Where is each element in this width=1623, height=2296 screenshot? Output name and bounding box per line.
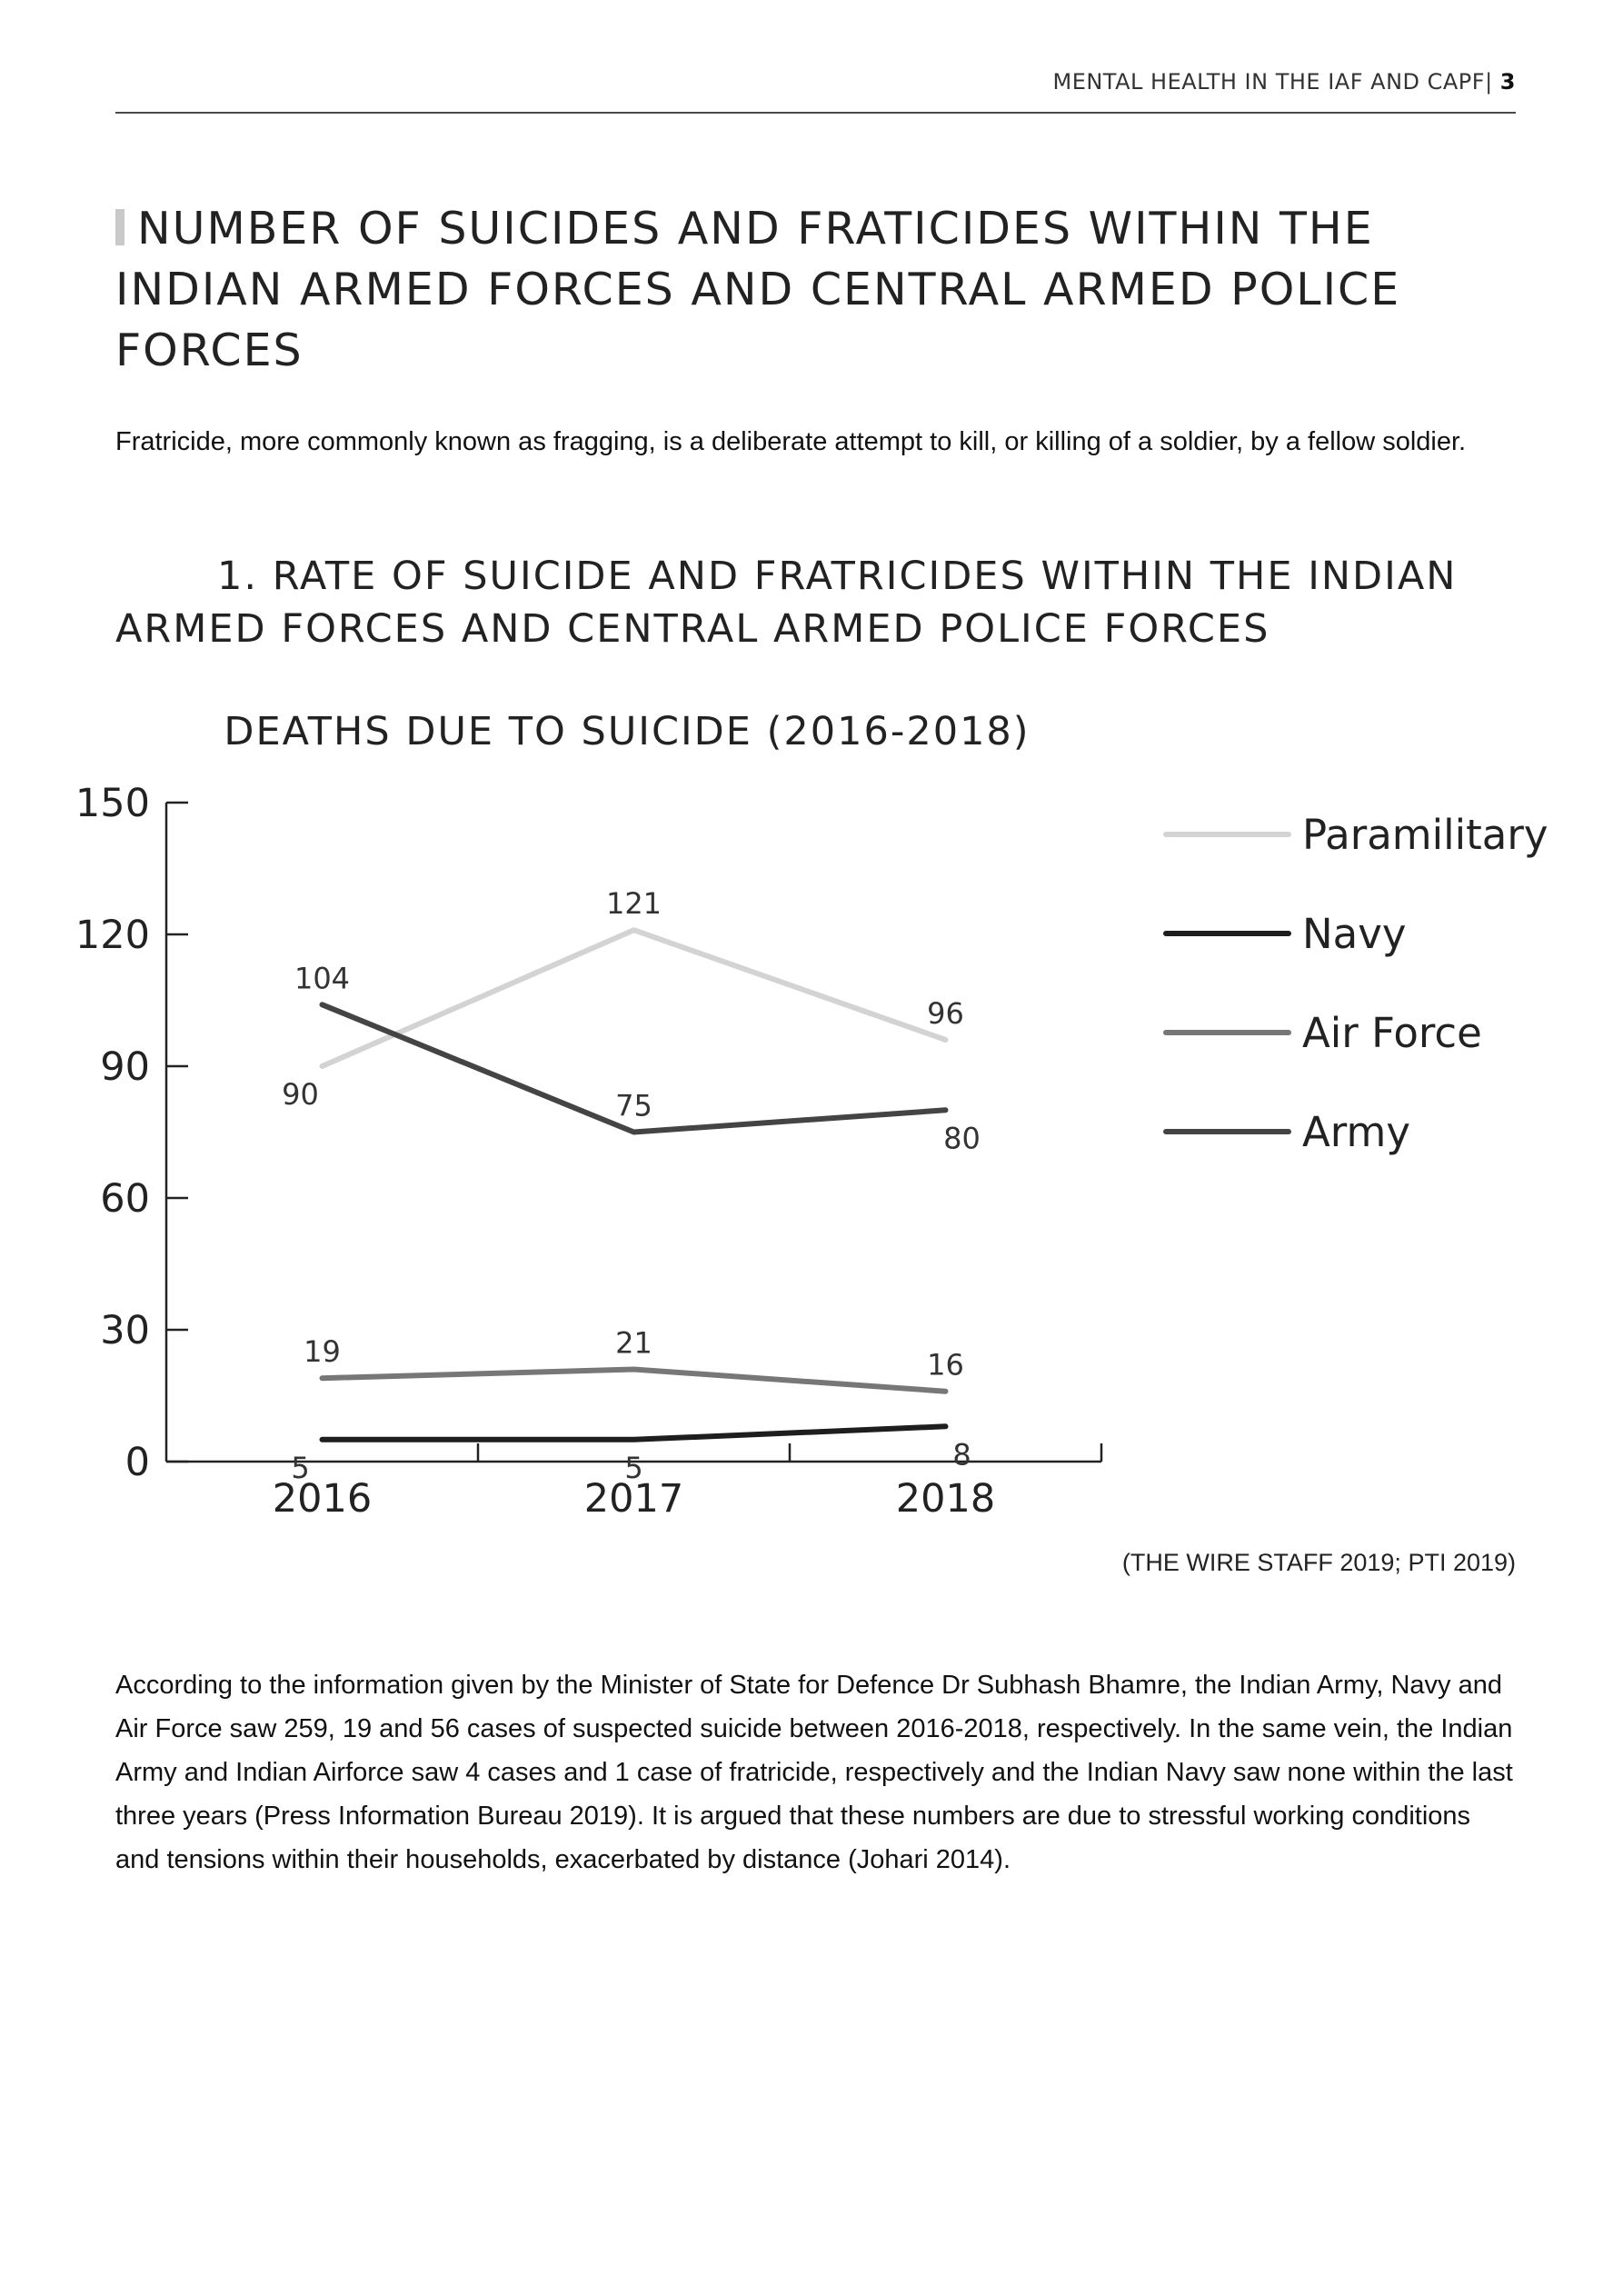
data-point-air-force-2016 bbox=[320, 1376, 324, 1381]
x-tick-label-2017: 2017 bbox=[583, 1476, 684, 1522]
data-point-paramilitary-2016 bbox=[320, 1064, 324, 1069]
legend-label-navy: Navy bbox=[1302, 910, 1407, 958]
y-tick-label-60: 60 bbox=[100, 1176, 150, 1222]
y-tick-label-120: 120 bbox=[75, 913, 150, 958]
data-point-navy-2016 bbox=[320, 1437, 324, 1442]
data-label-paramilitary-2018: 96 bbox=[927, 996, 964, 1031]
legend-label-paramilitary: Paramilitary bbox=[1302, 811, 1548, 859]
data-point-paramilitary-2017 bbox=[632, 928, 636, 933]
data-label-navy-2018: 8 bbox=[952, 1437, 971, 1472]
data-point-navy-2017 bbox=[632, 1437, 636, 1442]
data-point-army-2016 bbox=[320, 1003, 324, 1007]
series-line-air-force bbox=[323, 1370, 946, 1392]
data-label-paramilitary-2016: 90 bbox=[282, 1077, 319, 1112]
subheading: 1. RATE OF SUICIDE AND FRATRICIDES WITHIN THE INDIAN ARMED FORCES AND CENTRAL ARMED POLICE FORCES bbox=[115, 554, 1458, 652]
data-label-army-2017: 75 bbox=[615, 1088, 652, 1123]
x-tick-label-2018: 2018 bbox=[895, 1476, 996, 1522]
data-label-army-2016: 104 bbox=[294, 961, 351, 996]
y-tick-label-150: 150 bbox=[75, 781, 150, 826]
data-label-navy-2016: 5 bbox=[291, 1450, 310, 1485]
data-point-army-2017 bbox=[632, 1130, 636, 1134]
body-paragraph: According to the information given by the Minister of State for Defence Dr Subhash Bhamre, the Indian Army, Navy and Air Force saw 259, 19 and 56 cases of suspected suicide between 2016-2018, respectively. In the same vein, the Indian Army and Indian Airforce saw 4 cases and 1 case of fratricide, respectively and the Indian Navy saw none within the last three years (Press Information Bureau 2019). It is argued that these numbers are due to stressful working conditions and tensions within their households, exacerbated by distance (Johari 2014). bbox=[115, 1671, 1513, 1874]
y-tick-label-90: 90 bbox=[100, 1044, 150, 1090]
page-number: 3 bbox=[1499, 69, 1516, 95]
data-point-air-force-2018 bbox=[943, 1389, 948, 1393]
data-label-paramilitary-2017: 121 bbox=[605, 886, 662, 922]
running-title: MENTAL HEALTH IN THE IAF AND CAPF bbox=[1052, 69, 1486, 95]
y-tick-label-30: 30 bbox=[100, 1308, 150, 1353]
running-header: MENTAL HEALTH IN THE IAF AND CAPF| 3 bbox=[1052, 69, 1516, 95]
chart-title: DEATHS DUE TO SUICIDE (2016-2018) bbox=[224, 709, 1031, 754]
data-label-navy-2017: 5 bbox=[624, 1450, 643, 1485]
data-point-navy-2018 bbox=[943, 1424, 948, 1429]
y-tick-label-0: 0 bbox=[124, 1440, 150, 1485]
data-label-air-force-2018: 16 bbox=[927, 1347, 964, 1383]
intro-paragraph: Fratricide, more commonly known as fragging, is a deliberate attempt to kill, or killing of a soldier, by a fellow soldier. bbox=[115, 427, 1467, 456]
data-label-army-2018: 80 bbox=[943, 1121, 981, 1156]
data-point-army-2018 bbox=[943, 1108, 948, 1113]
x-tick-label-2016: 2016 bbox=[272, 1476, 373, 1522]
data-label-air-force-2016: 19 bbox=[304, 1334, 341, 1370]
data-label-air-force-2017: 21 bbox=[615, 1325, 652, 1361]
data-point-paramilitary-2018 bbox=[943, 1038, 948, 1043]
source-note: (THE WIRE STAFF 2019; PTI 2019) bbox=[1121, 1549, 1516, 1576]
legend-label-air-force: Air Force bbox=[1302, 1009, 1482, 1057]
legend-label-army: Army bbox=[1302, 1108, 1410, 1156]
section-title-text: NUMBER OF SUICIDES AND FRATICIDES WITHIN THE INDIAN ARMED FORCES AND CENTRAL ARMED POLICE FORCES bbox=[115, 203, 1401, 376]
data-point-air-force-2017 bbox=[632, 1367, 636, 1372]
